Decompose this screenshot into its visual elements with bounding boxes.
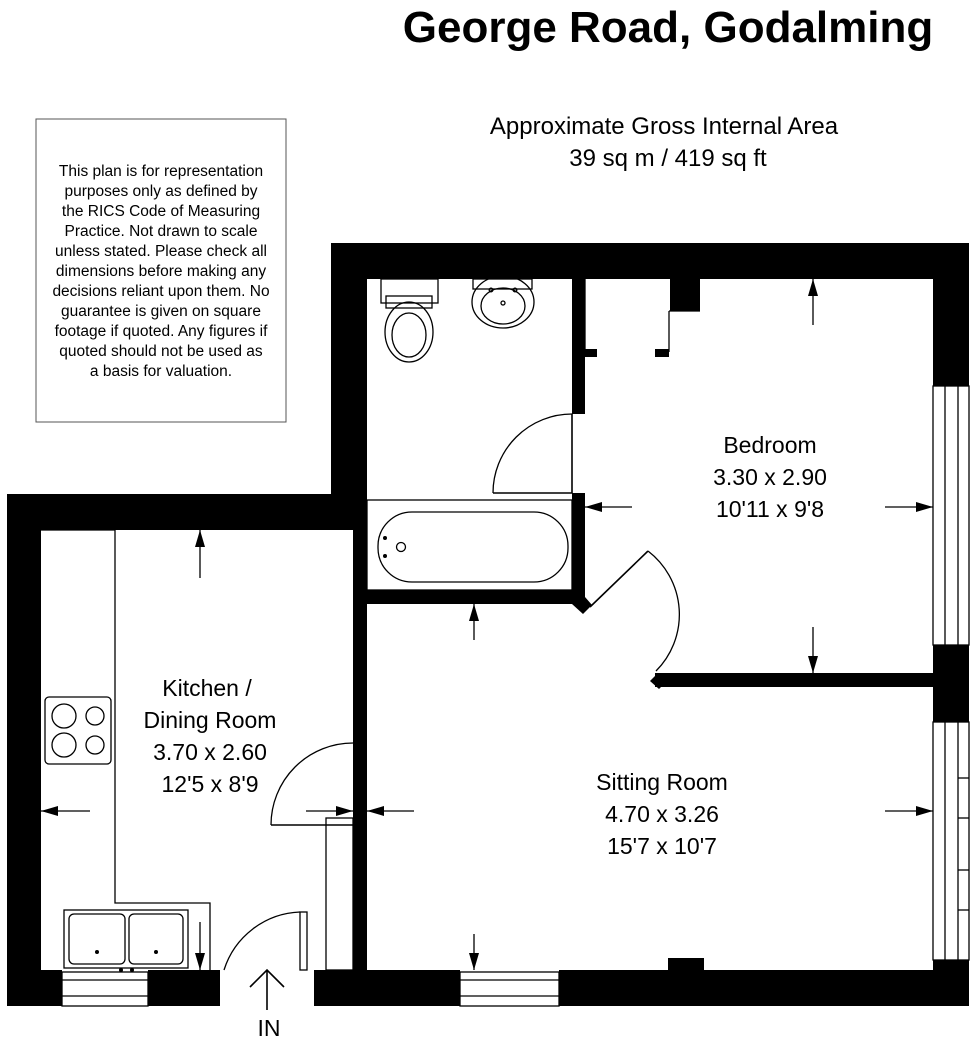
disclaimer-line: the RICS Code of Measuring xyxy=(61,203,261,220)
disclaimer-line: footage if quoted. Any figures if xyxy=(54,323,268,340)
disclaimer-text xyxy=(52,163,269,380)
room-metric: 4.70 x 3.26 xyxy=(605,801,719,827)
kitchen-sink-icon xyxy=(64,910,188,972)
door-bathroom xyxy=(493,414,572,493)
room-imperial: 15'7 x 10'7 xyxy=(607,833,717,859)
room-name: Bedroom xyxy=(723,432,817,458)
disclaimer-line: unless stated. Please check all xyxy=(55,243,267,260)
disclaimer-line: dimensions before making any xyxy=(55,263,267,280)
bath-icon xyxy=(367,500,572,590)
disclaimer-line: quoted should not be used as xyxy=(59,343,263,360)
room-kitchen xyxy=(144,675,277,797)
room-metric: 3.70 x 2.60 xyxy=(153,739,267,765)
hob-icon xyxy=(45,697,111,764)
disclaimer-line: Practice. Not drawn to scale xyxy=(64,223,258,240)
window-kitchen-bottom xyxy=(62,972,148,1006)
basin-icon xyxy=(472,276,534,328)
door-bedroom xyxy=(590,551,679,671)
disclaimer-line: a basis for valuation. xyxy=(89,363,233,380)
room-imperial: 10'11 x 9'8 xyxy=(715,496,825,522)
room-name: Sitting Room xyxy=(596,769,728,795)
entrance-label: IN xyxy=(257,1015,281,1041)
room-name: Kitchen / xyxy=(162,675,252,701)
toilet-icon xyxy=(381,279,438,362)
room-bedroom xyxy=(713,432,827,522)
room-metric: 3.30 x 2.90 xyxy=(713,464,827,490)
gross-area-label: Approximate Gross Internal Area xyxy=(489,113,839,140)
plan-title: George Road, Godalming xyxy=(402,3,934,52)
disclaimer-line: decisions reliant upon them. No xyxy=(52,283,270,300)
door-entrance xyxy=(224,818,353,970)
room-name: Dining Room xyxy=(143,707,277,733)
entrance-arrow-icon xyxy=(250,970,284,1010)
window-sitting-bottom xyxy=(460,972,559,1006)
disclaimer-line: guarantee is given on square xyxy=(61,303,261,320)
room-imperial: 12'5 x 8'9 xyxy=(161,771,259,797)
window-sitting-room xyxy=(933,722,969,960)
room-sitting xyxy=(596,769,728,859)
window-bedroom xyxy=(933,386,969,645)
disclaimer-line: purposes only as defined by xyxy=(64,183,258,200)
disclaimer-line: This plan is for representation xyxy=(58,163,264,180)
gross-area-value: 39 sq m / 419 sq ft xyxy=(569,145,767,172)
